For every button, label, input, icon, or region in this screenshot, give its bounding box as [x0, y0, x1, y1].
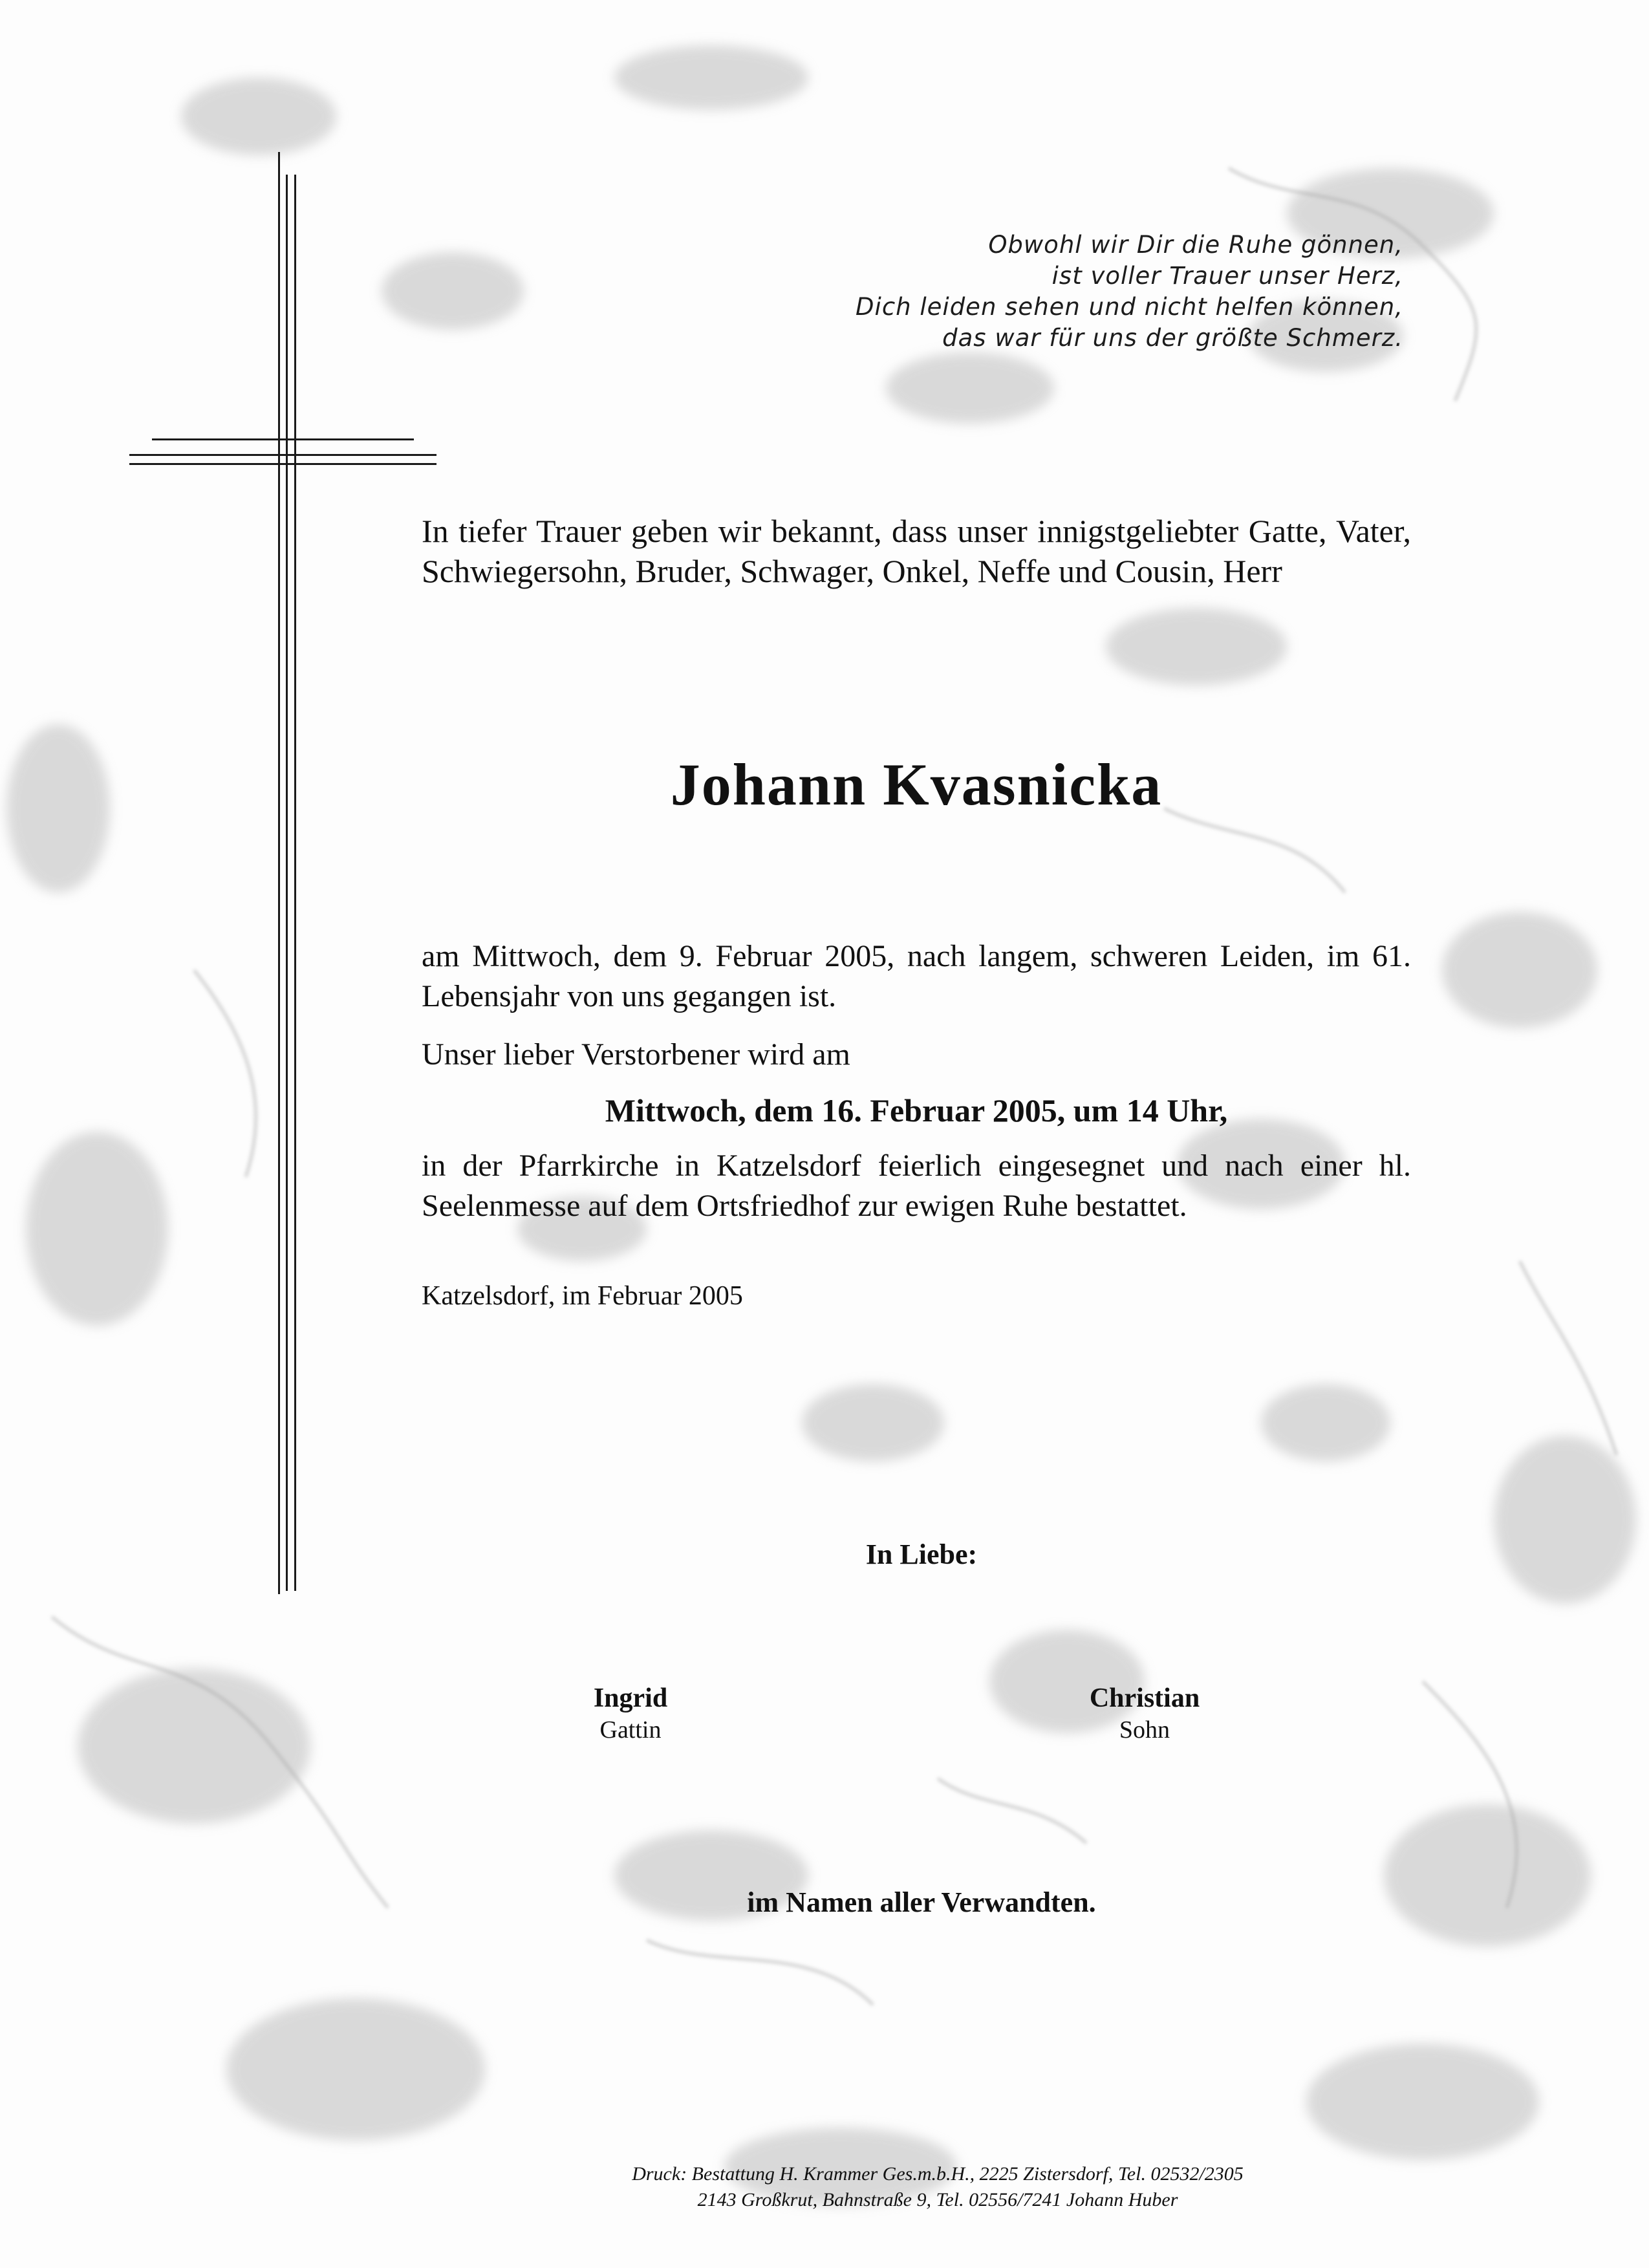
poem-line: ist voller Trauer unser Herz, [1051, 262, 1403, 290]
poem-line: Obwohl wir Dir die Ruhe gönnen, [988, 231, 1403, 259]
place-date: Katzelsdorf, im Februar 2005 [422, 1281, 743, 1311]
mourner [1015, 1681, 1274, 1745]
poem-line: das war für uns der größte Schmerz. [942, 324, 1403, 352]
funeral-details: in der Pfarrkirche in Katzelsdorf feierlich eingesegnet und nach einer hl. Seelenmesse auf dem Ortsfriedhof zur ewigen Ruhe bestattet. [422, 1149, 1411, 1223]
printer-line-2: 2143 Großkrut, Bahnstraße 9, Tel. 02556/7241 Johann Huber [697, 2189, 1178, 2210]
mourner-relation: Sohn [1119, 1716, 1170, 1744]
printer-line-1: Druck: Bestattung H. Krammer Ges.m.b.H., 2225 Zistersdorf, Tel. 02532/2305 [632, 2163, 1244, 2185]
death-details: am Mittwoch, dem 9. Februar 2005, nach langem, schweren Leiden, im 61. Lebensjahr von uns gegangen ist. [422, 939, 1411, 1013]
poem-line: Dich leiden sehen und nicht helfen können, [856, 293, 1403, 321]
in-love-heading: In Liebe: [865, 1539, 978, 1570]
deceased-name: Johann Kvasnicka [670, 751, 1163, 817]
announcement-intro: In tiefer Trauer geben wir bekannt, dass unser innigstgeliebter Gatte, Vater, Schwiegersohn, Bruder, Schwager, Onkel, Neffe und Cousin, Herr [422, 513, 1411, 589]
printer-imprint [453, 2161, 1423, 2213]
mourner-relation: Gattin [599, 1716, 662, 1744]
poem [498, 230, 1403, 354]
mourner-name: Ingrid [593, 1683, 668, 1713]
funeral-intro: Unser lieber Verstorbener wird am [422, 1037, 850, 1072]
mourner [501, 1681, 760, 1745]
funeral-date: Mittwoch, dem 16. Februar 2005, um 14 Uhr, [605, 1092, 1228, 1129]
relatives-line: im Namen aller Verwandten. [747, 1886, 1096, 1918]
mourner-name: Christian [1089, 1683, 1200, 1713]
